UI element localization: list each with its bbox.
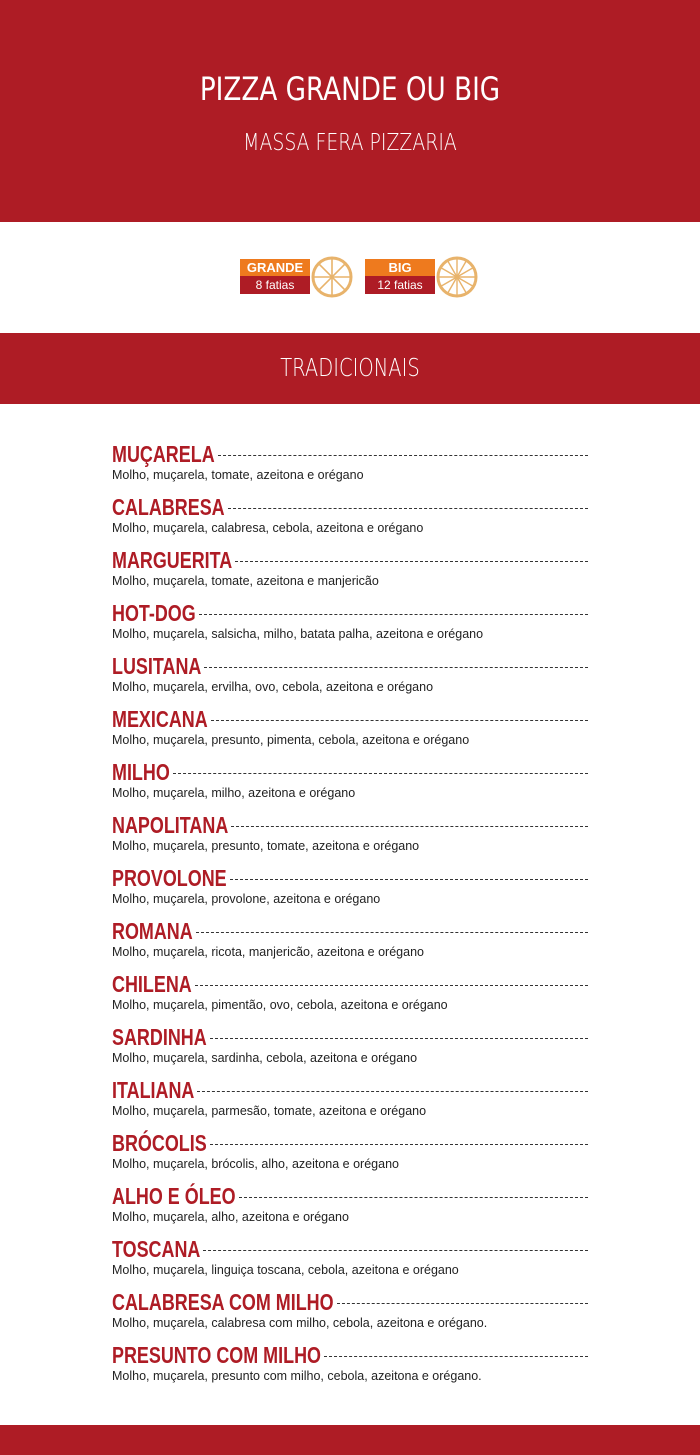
menu-item-row — [112, 1287, 588, 1314]
page-title: PIZZA GRANDE OU BIG — [199, 70, 501, 108]
dotted-leader — [197, 1090, 588, 1092]
menu-item — [112, 492, 588, 545]
menu-item-row — [112, 439, 588, 466]
menu-item-row — [112, 757, 588, 784]
dotted-leader — [196, 931, 588, 933]
footer-bar — [0, 1425, 700, 1455]
menu-item-description: Molho, muçarela, calabresa com milho, cebola, azeitona e orégano. — [112, 1316, 488, 1330]
menu-item-name: MUÇARELA — [112, 441, 215, 467]
dotted-leader — [204, 666, 588, 668]
menu-item-description: Molho, muçarela, parmesão, tomate, azeitona e orégano — [112, 1104, 427, 1118]
menu-item-row — [112, 969, 588, 996]
menu-item-row — [112, 1234, 588, 1261]
menu-item — [112, 1128, 588, 1181]
menu-item-name: ALHO E ÓLEO — [112, 1183, 236, 1209]
menu-item-description: Molho, muçarela, ricota, manjericão, azeitona e orégano — [112, 945, 424, 959]
menu-item-name: ITALIANA — [112, 1077, 195, 1103]
menu-item — [112, 863, 588, 916]
menu-item-row — [112, 916, 588, 943]
size-slices: 8 fatias — [240, 276, 310, 294]
menu-item-row — [112, 651, 588, 678]
menu-item-description: Molho, muçarela, brócolis, alho, azeitona e orégano — [112, 1157, 399, 1171]
menu-item-description: Molho, muçarela, tomate, azeitona e manjericão — [112, 574, 379, 588]
menu-item-name: SARDINHA — [112, 1024, 207, 1050]
menu-item-row — [112, 863, 588, 890]
menu-item-row — [112, 1075, 588, 1102]
category-band — [0, 333, 700, 404]
menu-item-description: Molho, muçarela, presunto com milho, cebola, azeitona e orégano. — [112, 1369, 482, 1383]
menu-item-description: Molho, muçarela, provolone, azeitona e orégano — [112, 892, 381, 906]
size-label: GRANDE — [240, 259, 310, 276]
menu-item — [112, 1075, 588, 1128]
dotted-leader — [239, 1196, 588, 1198]
dotted-leader — [195, 984, 588, 986]
dotted-leader — [228, 507, 588, 509]
menu-item-name: HOT-DOG — [112, 600, 196, 626]
pizza-8-slices-icon — [310, 255, 356, 299]
menu-item — [112, 704, 588, 757]
category-title: TRADICIONAIS — [280, 353, 420, 382]
dotted-leader — [203, 1249, 588, 1251]
menu-item-name: LUSITANA — [112, 653, 202, 679]
menu-item-description: Molho, muçarela, salsicha, milho, batata palha, azeitona e orégano — [112, 627, 484, 641]
menu-item-name: CHILENA — [112, 971, 192, 997]
menu-item-row — [112, 545, 588, 572]
menu-item-description: Molho, muçarela, pimentão, ovo, cebola, azeitona e orégano — [112, 998, 448, 1012]
dotted-leader — [231, 825, 588, 827]
size-legend — [0, 255, 700, 299]
menu-item-row — [112, 1022, 588, 1049]
menu-item-description: Molho, muçarela, ervilha, ovo, cebola, azeitona e orégano — [112, 680, 434, 694]
menu-item-name: NAPOLITANA — [112, 812, 229, 838]
dotted-leader — [173, 772, 588, 774]
size-label: BIG — [365, 259, 435, 276]
menu-item — [112, 545, 588, 598]
dotted-leader — [210, 1037, 588, 1039]
menu-item — [112, 757, 588, 810]
dotted-leader — [230, 878, 588, 880]
page-subtitle: MASSA FERA PIZZARIA — [243, 130, 457, 156]
menu-item — [112, 1181, 588, 1234]
menu-item-name: MARGUERITA — [112, 547, 233, 573]
size-slices: 12 fatias — [365, 276, 435, 294]
menu-item — [112, 969, 588, 1022]
menu-item-description: Molho, muçarela, alho, azeitona e orégano — [112, 1210, 349, 1224]
menu-item-row — [112, 1128, 588, 1155]
menu-item-description: Molho, muçarela, presunto, tomate, azeitona e orégano — [112, 839, 420, 853]
dotted-leader — [235, 560, 588, 562]
menu-item-name: MILHO — [112, 759, 170, 785]
dotted-leader — [211, 719, 588, 721]
menu-item — [112, 1234, 588, 1287]
menu-item — [112, 598, 588, 651]
menu-item-description: Molho, muçarela, milho, azeitona e orégano — [112, 786, 356, 800]
menu-item-name: ROMANA — [112, 918, 193, 944]
dotted-leader — [324, 1355, 588, 1357]
menu-item-row — [112, 492, 588, 519]
menu-item-description: Molho, muçarela, calabresa, cebola, azeitona e orégano — [112, 521, 424, 535]
menu-item — [112, 1340, 588, 1393]
menu-item-description: Molho, muçarela, presunto, pimenta, cebola, azeitona e orégano — [112, 733, 470, 747]
menu-item — [112, 439, 588, 492]
dotted-leader — [210, 1143, 588, 1145]
menu-item-name: TOSCANA — [112, 1236, 201, 1262]
menu-item-description: Molho, muçarela, sardinha, cebola, azeitona e orégano — [112, 1051, 418, 1065]
menu-item — [112, 651, 588, 704]
menu-item-row — [112, 1340, 588, 1367]
menu-item-description: Molho, muçarela, tomate, azeitona e orégano — [112, 468, 364, 482]
menu-item-name: MEXICANA — [112, 706, 208, 732]
menu-item-name: PRESUNTO COM MILHO — [112, 1342, 321, 1368]
menu-item-name: BRÓCOLIS — [112, 1130, 207, 1156]
menu-item-row — [112, 704, 588, 731]
menu-item-name: PROVOLONE — [112, 865, 227, 891]
menu-item-description: Molho, muçarela, linguiça toscana, cebola, azeitona e orégano — [112, 1263, 459, 1277]
dotted-leader — [199, 613, 588, 615]
menu-item-name: CALABRESA COM MILHO — [112, 1289, 334, 1315]
pizza-12-slices-icon — [435, 255, 481, 299]
dotted-leader — [218, 454, 588, 456]
menu-item-row — [112, 810, 588, 837]
header-banner — [0, 0, 700, 222]
dotted-leader — [337, 1302, 588, 1304]
menu-item — [112, 916, 588, 969]
menu-item — [112, 810, 588, 863]
menu-item-row — [112, 598, 588, 625]
menu-item — [112, 1287, 588, 1340]
menu-item-row — [112, 1181, 588, 1208]
menu-item-name: CALABRESA — [112, 494, 225, 520]
menu-list — [112, 439, 588, 1393]
menu-item — [112, 1022, 588, 1075]
